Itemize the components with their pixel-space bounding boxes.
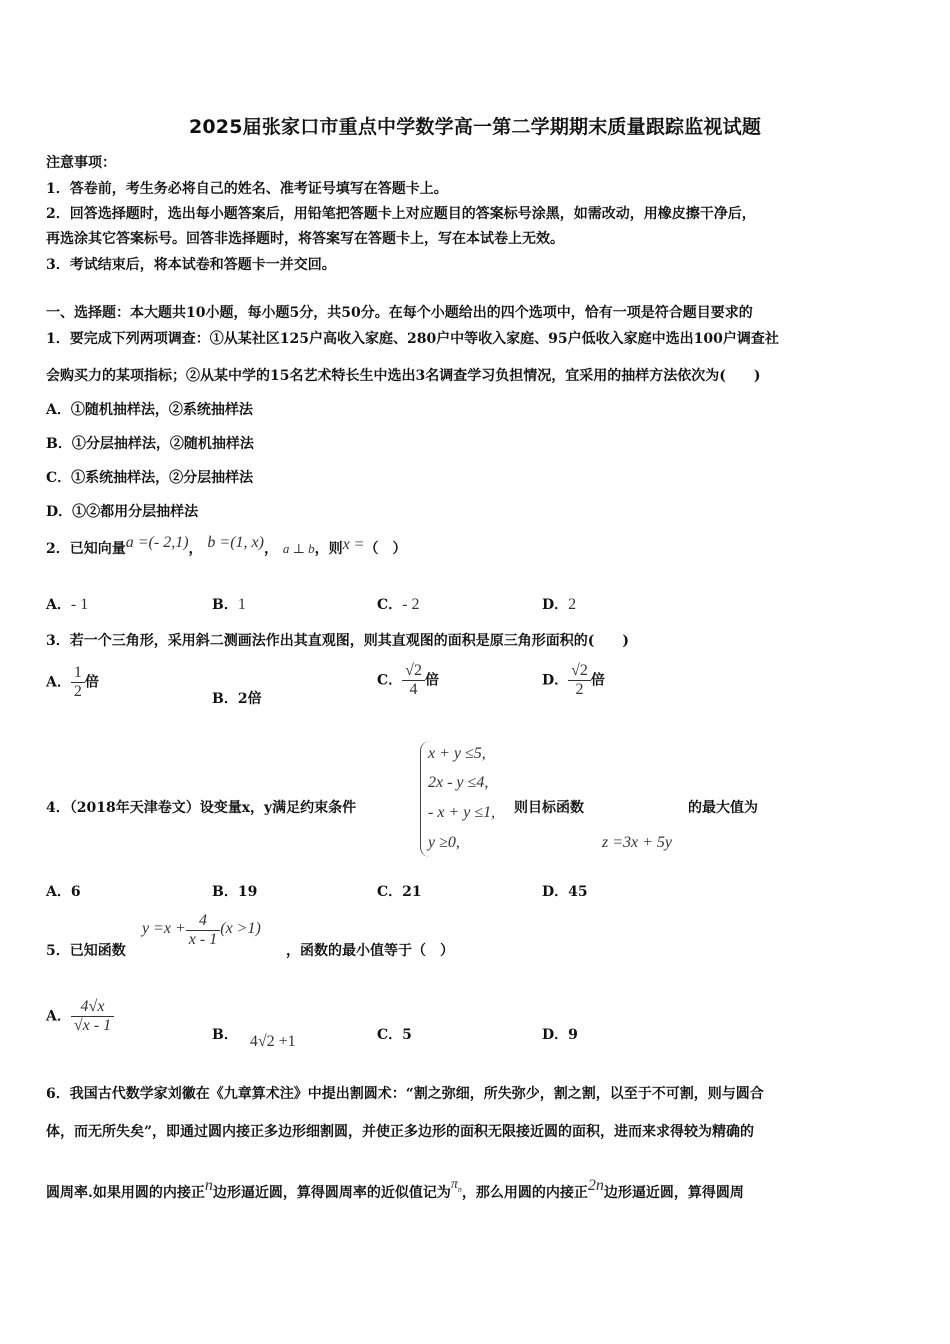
question-2-stem <box>46 534 407 558</box>
option-label: D． <box>542 884 569 900</box>
option-value: 5 <box>402 1027 412 1043</box>
fraction <box>71 664 85 701</box>
question-1-option: A．①随机抽样法，②系统抽样法 <box>46 402 253 418</box>
denominator: 2 <box>568 680 591 699</box>
pi-n-symbol <box>451 1177 462 1192</box>
denominator: x - 1 <box>186 930 220 949</box>
question-4-option-a <box>46 881 81 901</box>
question-4-option-c <box>377 881 422 901</box>
question-4-prefix: 4．（2018年天津卷文）设变量x，y满足约束条件 <box>46 800 357 816</box>
option-value: 21 <box>402 884 422 900</box>
q2-prefix: 2．已知向量 <box>46 541 126 557</box>
constraint-row: - x + y ≤1, <box>428 804 496 821</box>
func-condition: (x >1) <box>220 919 261 937</box>
question-5-suffix: ，函数的最小值等于（ ） <box>286 943 454 959</box>
question-2-option-a <box>46 594 88 614</box>
option-label: B． <box>212 884 238 900</box>
question-2-option-d <box>542 594 576 614</box>
function-expression <box>142 912 261 949</box>
q2-sep: ， <box>263 541 278 557</box>
question-6-line: 体，而无所失矣”，即通过圆内接正多边形细割圆，并使正多边形的面积无限接近圆的面积，进而来求得较为精确的 <box>46 1124 755 1140</box>
question-1-option: B．①分层抽样法，②随机抽样法 <box>46 436 254 452</box>
question-5-option-d <box>542 1024 578 1044</box>
question-4-mid: 则目标函数 <box>514 800 584 816</box>
question-4-option-b <box>212 881 257 901</box>
question-1-line: 会购买力的某项指标；②从某中学的15名艺术特长生中选出3名调查学习负担情况，宜采用的抽样方法依次为( ) <box>46 368 761 384</box>
option-suffix: 倍 <box>590 672 605 689</box>
option-value: 2 <box>568 596 577 613</box>
text-segment: 边形逼近圆，算得圆周 <box>603 1185 744 1201</box>
question-4-option-d <box>542 881 588 901</box>
q2-mid: ，则 <box>314 541 343 557</box>
constraint-row: y ≥0, <box>428 834 460 851</box>
text-segment: 圆周率.如果用圆的内接正 <box>46 1185 205 1201</box>
option-suffix: 倍 <box>424 672 439 689</box>
option-value: 4√2 +1 <box>249 1033 296 1050</box>
x-expr: x = <box>342 536 365 553</box>
page-title: 2025届张家口市重点中学数学高一第二学期期末质量跟踪监视试题 <box>188 116 762 138</box>
option-label: B． <box>212 691 238 707</box>
option-value: 9 <box>568 1027 578 1043</box>
numerator: 4√x <box>80 998 105 1015</box>
numerator: 1 <box>73 664 82 681</box>
q2-suffix: （ ） <box>364 541 407 557</box>
question-3-option-a <box>46 664 99 701</box>
option-label: C． <box>377 1027 403 1043</box>
fraction <box>71 998 114 1035</box>
option-label: D． <box>542 597 569 613</box>
question-6-line <box>46 1177 744 1203</box>
option-suffix: 倍 <box>84 674 99 691</box>
fraction <box>568 662 591 699</box>
option-value: - 2 <box>402 596 420 613</box>
perp-expr: a ⊥ b <box>282 541 315 556</box>
option-label: B． <box>212 597 238 613</box>
option-label: A． <box>46 674 71 691</box>
option-value: 19 <box>237 884 258 900</box>
text-segment: 边形逼近圆，算得圆周率的近似值记为 <box>212 1185 451 1201</box>
section-heading: 一、选择题：本大题共10小题，每小题5分，共50分。在每个小题给出的四个选项中，恰有一项是符合题目要求的 <box>46 305 753 321</box>
numerator: √2 <box>571 662 588 679</box>
option-label: C． <box>377 884 403 900</box>
question-3-option-d <box>542 662 605 699</box>
q2-sep: ， <box>188 541 203 557</box>
option-label: A． <box>46 1008 71 1025</box>
question-5-option-b <box>212 1024 296 1050</box>
vector-a-expr: a =(- 2,1) <box>125 534 189 551</box>
question-2-option-b <box>212 594 246 614</box>
notice-item: 3．考试结束后，将本试卷和答题卡一并交回。 <box>46 257 336 273</box>
vector-b-expr: b =(1, x) <box>207 534 264 551</box>
denominator: √x - 1 <box>71 1016 114 1035</box>
fraction <box>186 912 220 949</box>
option-label: D． <box>542 1027 569 1043</box>
var-2n: 2n <box>587 1177 604 1194</box>
notice-item: 2．回答选择题时，选出每小题答案后，用铅笔把答题卡上对应题目的答案标号涂黑，如需改动，用橡皮擦干净后， <box>46 206 756 222</box>
question-1-line: 1．要完成下列两项调查：①从某社区125户高收入家庭、280户中等收入家庭、95户低收入家庭中选出100户调查社 <box>46 331 779 347</box>
question-5-option-c <box>377 1024 412 1044</box>
notice-item: 再选涂其它答案标号。回答非选择题时，将答案写在答题卡上，写在本试卷上无效。 <box>46 231 564 247</box>
constraint-row: x + y ≤5, <box>428 745 486 762</box>
var-n: n <box>204 1177 213 1194</box>
func-left: y =x + <box>142 919 186 937</box>
option-label: A． <box>46 884 71 900</box>
question-5-option-a <box>46 998 114 1035</box>
notice-item: 1．答卷前，考生务必将自己的姓名、准考证号填写在答题卡上。 <box>46 181 448 197</box>
option-label: B． <box>212 1027 238 1043</box>
objective-function: z =3x + 5y <box>602 834 673 851</box>
option-value: 2倍 <box>237 691 262 707</box>
option-value: 45 <box>568 884 588 900</box>
question-3-option-b <box>212 688 262 708</box>
constraint-row: 2x - y ≤4, <box>428 774 489 791</box>
pi-symbol: π <box>450 1177 458 1192</box>
question-1-option: D．①②都用分层抽样法 <box>46 504 199 520</box>
fraction <box>402 662 425 699</box>
question-3-stem: 3．若一个三角形，采用斜二测画法作出其直观图，则其直观图的面积是原三角形面积的( ) <box>46 633 629 649</box>
text-segment: ，那么用圆的内接正 <box>461 1185 588 1201</box>
option-label: D． <box>542 672 569 689</box>
pi-subscript: n <box>457 1184 462 1194</box>
denominator: 4 <box>402 680 425 699</box>
option-value: - 1 <box>70 596 89 613</box>
denominator: 2 <box>71 682 85 701</box>
option-value: 1 <box>237 596 246 613</box>
question-2-option-c <box>377 594 419 614</box>
question-6-line: 6．我国古代数学家刘徽在《九章算术注》中提出割圆术：“割之弥细，所失弥少，割之割，以至于不可割，则与圆合 <box>46 1086 764 1102</box>
notice-heading: 注意事项： <box>46 155 116 171</box>
option-label: A． <box>46 597 71 613</box>
question-5-prefix: 5．已知函数 <box>46 943 126 959</box>
question-1-option: C．①系统抽样法，②分层抽样法 <box>46 470 254 486</box>
numerator: √2 <box>405 662 422 679</box>
numerator: 4 <box>199 912 208 929</box>
question-4-suffix: 的最大值为 <box>688 800 758 816</box>
option-value: 6 <box>70 884 81 900</box>
option-label: C． <box>377 672 403 689</box>
option-label: C． <box>377 597 403 613</box>
question-3-option-c <box>377 662 439 699</box>
